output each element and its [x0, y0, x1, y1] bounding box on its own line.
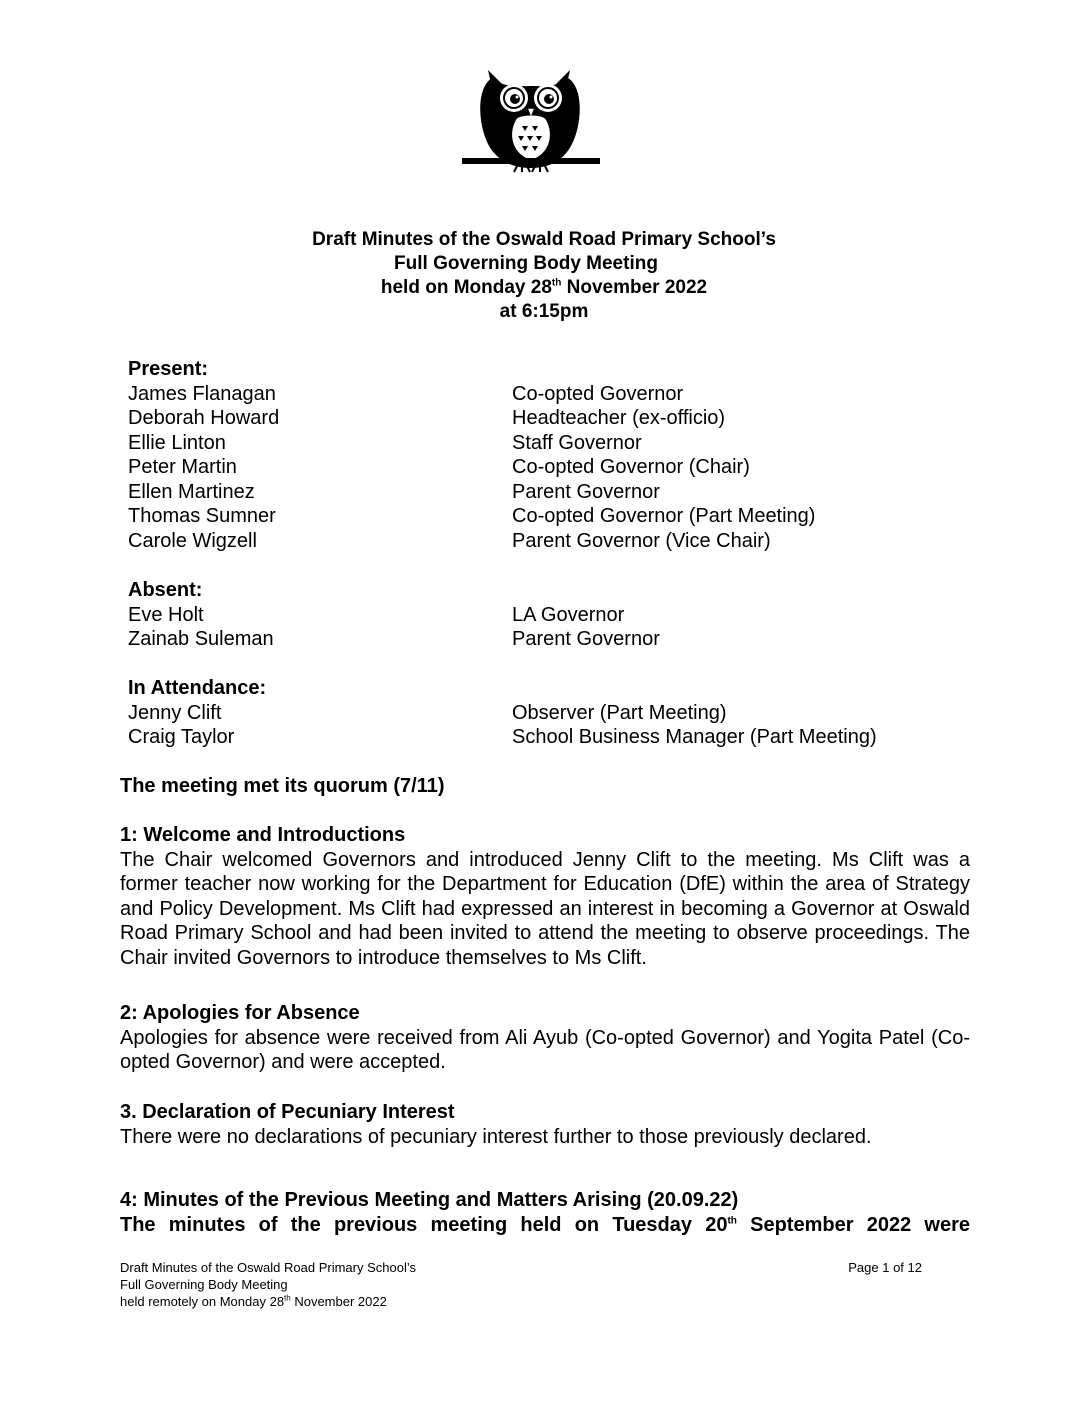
title-line-2: Full Governing Body Meeting	[394, 253, 658, 274]
section-heading: 4: Minutes of the Previous Meeting and Matters Arising (20.09.22)	[120, 1189, 739, 1211]
attendance-list	[128, 676, 928, 750]
attendee-row: Carole Wigzell Parent Governor (Vice Chair)	[128, 529, 771, 552]
footer-line-3: held remotely on Monday 28th November 2022	[120, 1293, 387, 1309]
section-text: Apologies for absence were received from Ali Ayub (Co-opted Governor) and Yogita Patel (Co-opted Governor) and were accepted.	[120, 1026, 970, 1073]
attendee-row: Jenny Clift Observer (Part Meeting)	[128, 701, 727, 724]
absent-list	[128, 578, 928, 652]
footer-line-2: Full Governing Body Meeting	[120, 1277, 288, 1292]
attendee-row: Deborah Howard Headteacher (ex-officio)	[128, 407, 726, 429]
attendance-heading: In Attendance:	[128, 677, 267, 699]
title-line-3: held on Monday 28th November 2022	[380, 277, 708, 298]
title-line-1: Draft Minutes of the Oswald Road Primary School’s	[312, 229, 776, 250]
page-footer	[120, 1259, 922, 1310]
section-welcome	[120, 823, 970, 970]
absent-heading: Absent:	[128, 579, 203, 601]
section-text: The minutes of the previous meeting held on Tuesday 20th September 2022 were	[120, 1213, 970, 1236]
section-text: The Chair welcomed Governors and introduced Jenny Clift to the meeting. Ms Clift was a former teacher now working for the Department for Education (DfE) within the area of Strategy and Policy Development. Ms Clift had expressed an interest in becoming a Governor at Oswald Road Primary School and had been invited to attend the meeting to observe proceedings. The Chair invited Governors to introduce themselves to Ms Clift.	[120, 848, 970, 969]
attendee-row: Peter Martin Co-opted Governor (Chair)	[128, 456, 750, 478]
attendee-row: Ellie Linton Staff Governor	[128, 431, 642, 454]
section-heading: 1: Welcome and Introductions	[120, 824, 406, 846]
section-heading: 3. Declaration of Pecuniary Interest	[120, 1101, 455, 1123]
title-line-4: at 6:15pm	[499, 301, 589, 322]
attendee-row: Eve Holt LA Governor	[128, 603, 625, 626]
section-heading: 2: Apologies for Absence	[120, 1002, 360, 1024]
document-title	[0, 228, 1088, 324]
section-text: There were no declarations of pecuniary interest further to those previously declared.	[120, 1125, 872, 1148]
attendee-row: James Flanagan Co-opted Governor	[128, 382, 684, 405]
footer-line-1: Draft Minutes of the Oswald Road Primary School’s	[120, 1260, 416, 1275]
attendee-row: Zainab Suleman Parent Governor	[128, 628, 660, 650]
present-heading: Present:	[128, 358, 209, 380]
attendee-row: Craig Taylor School Business Manager (Part Meeting)	[128, 726, 877, 748]
section-previous-minutes	[120, 1188, 970, 1237]
section-apologies	[120, 1001, 970, 1075]
attendee-row: Thomas Sumner Co-opted Governor (Part Meeting)	[128, 505, 816, 527]
owl-logo-icon	[462, 64, 600, 174]
present-list	[128, 357, 928, 553]
page-number: Page 1 of 12	[848, 1260, 922, 1275]
quorum-statement: The meeting met its quorum (7/11)	[120, 775, 445, 797]
attendee-row: Ellen Martinez Parent Governor	[128, 480, 660, 503]
section-pecuniary	[120, 1100, 970, 1149]
